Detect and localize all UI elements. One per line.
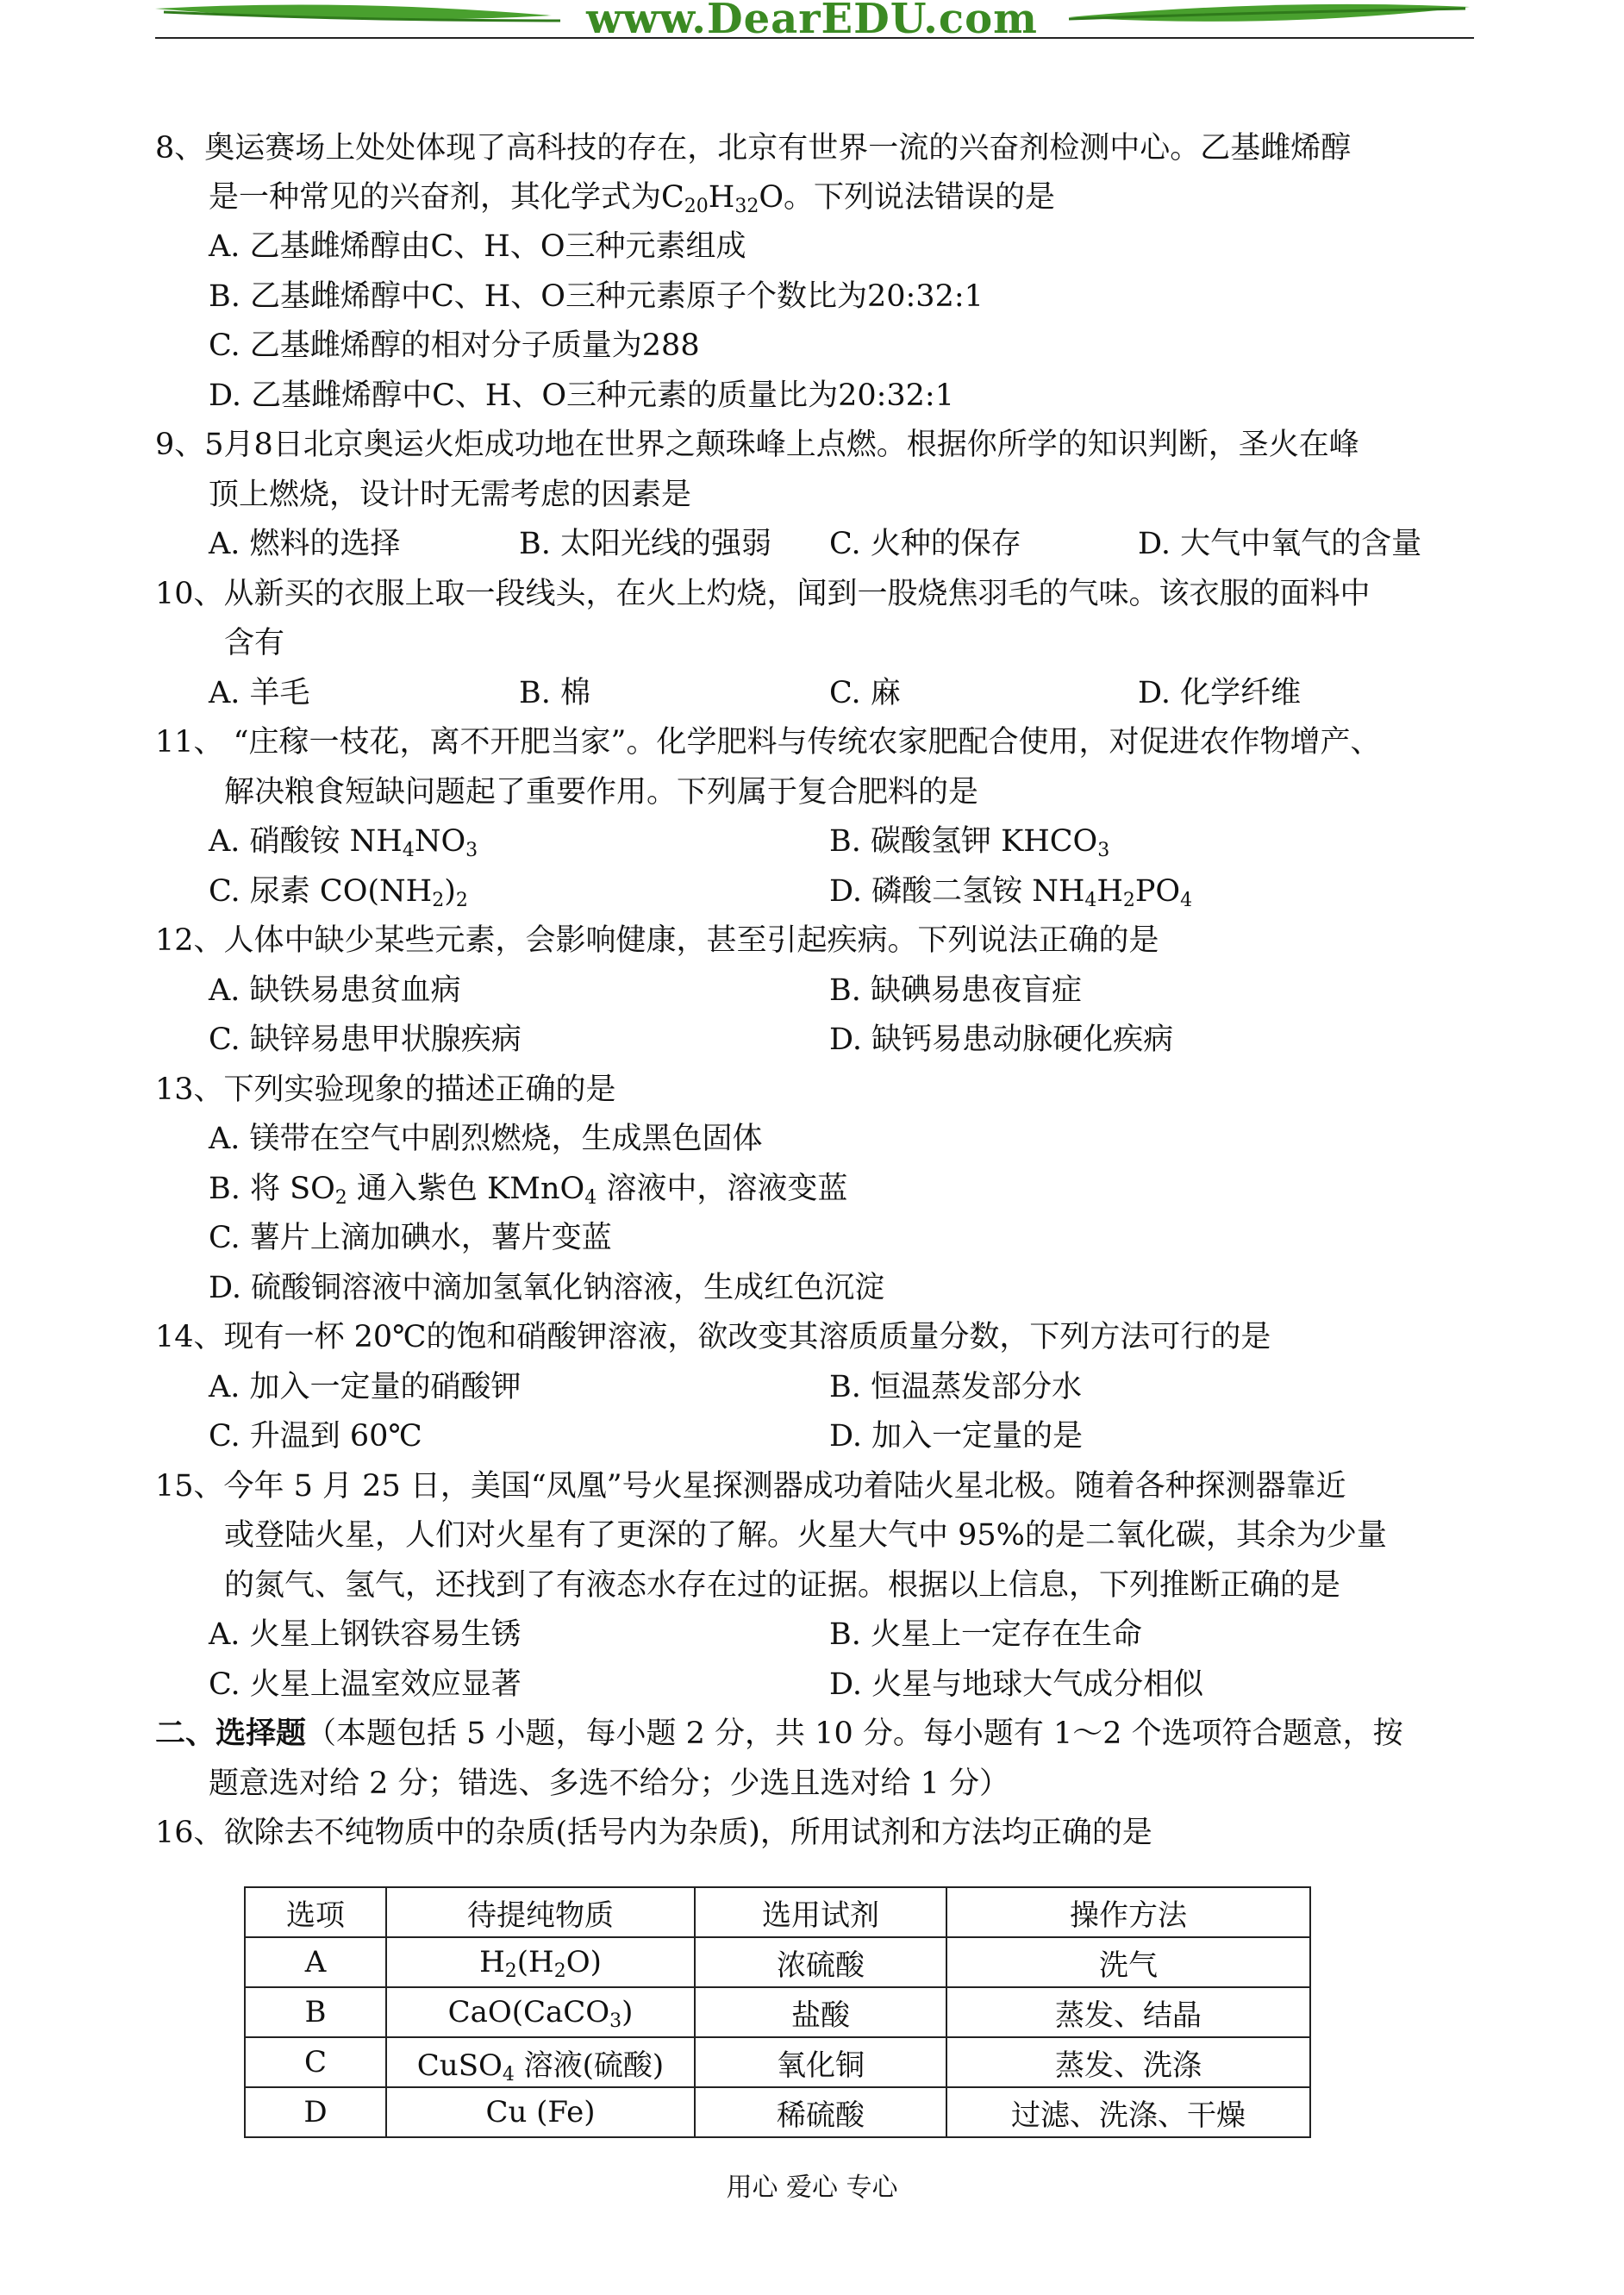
q10-option-d: D. 化学纤维 (1138, 676, 1302, 710)
q11-option-a: A. 硝酸铵 $NH_4NO_3$ (209, 824, 478, 861)
table-header-cell: 选项 (245, 1887, 386, 1937)
q8-option-a: A. 乙基雌烯醇由C、H、O三种元素组成 (209, 229, 746, 264)
q12-options-row2 (209, 1019, 1484, 1060)
q10-option-a: A. 羊毛 (209, 676, 310, 710)
q14-option-b: B. 恒温蒸发部分水 (829, 1370, 1082, 1404)
q12-option-a: A. 缺铁易患贫血病 (209, 973, 461, 1008)
q10-option-b: B. 棉 (519, 676, 590, 710)
table-header-cell: 选用试剂 (695, 1887, 946, 1937)
q8-option-d: D. 乙基雌烯醇中C、H、O三种元素的质量比为20:32:1 (209, 378, 954, 413)
reagent-cell: 稀硫酸 (695, 2087, 946, 2137)
q11-option-c: C. 尿素 $CO(NH_2)_2$ (209, 874, 468, 911)
q12-option-d: D. 缺钙易患动脉硬化疾病 (829, 1022, 1174, 1057)
q12-options-row1 (209, 970, 1484, 1011)
q11-options-row1 (209, 821, 1484, 862)
q9-option-b: B. 太阳光线的强弱 (519, 527, 771, 561)
q12-option-b: B. 缺碘易患夜盲症 (829, 973, 1082, 1008)
substance-cell: CuSO$_4$ 溶液(硫酸) (386, 2037, 695, 2087)
page-footer: 用心 爱心 专心 (726, 2173, 898, 2203)
q8-stem-line1: 8、奥运赛场上处处体现了高科技的存在，北京有世界一流的兴奋剂检测中心。乙基雌烯醇 (155, 131, 1352, 166)
site-logo-text: www.DearEDU.com (586, 0, 1038, 43)
q9-stem-line1: 9、5月8日北京奥运火炬成功地在世界之颠珠峰上点燃。根据你所学的知识判断，圣火在峰 (155, 428, 1359, 462)
q10-stem-line2: 含有 (224, 626, 285, 660)
q13-option-b: B. 将 $SO_2$ 通入紫色 KMnO$_4$ 溶液中，溶液变蓝 (209, 1172, 848, 1209)
table-row (245, 2037, 1310, 2087)
q13-option-d: D. 硫酸铜溶液中滴加氢氧化钠溶液，生成红色沉淀 (209, 1271, 885, 1305)
section2-title: 二、选择题 (155, 1716, 307, 1751)
q16-table (244, 1886, 1311, 2138)
q15-stem-line2: 或登陆火星，人们对火星有了更深的了解。火星大气中 95%的是二氧化碳，其余为少量 (224, 1518, 1387, 1553)
q15-stem-line1: 15、今年 5 月 25 日，美国“凤凰”号火星探测器成功着陆火星北极。随着各种探测器靠近 (155, 1469, 1346, 1504)
q15-option-d: D. 火星与地球大气成分相似 (829, 1667, 1204, 1702)
q9-option-a: A. 燃料的选择 (209, 527, 401, 561)
reagent-cell: 氧化铜 (695, 2037, 946, 2087)
q15-option-c: C. 火星上温室效应显著 (209, 1667, 522, 1702)
q8-stem-line2: 是一种常见的兴奋剂，其化学式为$C_{20}H_{32}O$。下列说法错误的是 (209, 180, 1056, 217)
substance-cell: $H_2(H_2O)$ (386, 1937, 695, 1987)
q15-options-row2 (209, 1664, 1484, 1705)
q16-stem: 16、欲除去不纯物质中的杂质(括号内为杂质)，所用试剂和方法均正确的是 (155, 1816, 1152, 1850)
section2-desc-line1: （本题包括 5 小题，每小题 2 分，共 10 分。每小题有 1～2 个选项符合题意，按 (306, 1717, 1403, 1751)
option-cell: D (245, 2087, 386, 2137)
q11-stem-line1: 11、 “庄稼一枝花，离不开肥当家”。化学肥料与传统农家肥配合使用，对促进农作物增产、 (155, 725, 1381, 760)
q14-option-d: D. 加入一定量的是 (829, 1419, 1084, 1454)
option-cell: C (245, 2037, 386, 2087)
q9-stem-line2: 顶上燃烧，设计时无需考虑的因素是 (209, 478, 692, 512)
q11-option-b: B. 碳酸氢钾 $KHCO_3$ (829, 824, 1110, 861)
q14-stem: 14、现有一杯 20℃的饱和硝酸钾溶液，欲改变其溶质质量分数，下列方法可行的是 (155, 1320, 1271, 1354)
q14-options-row1 (209, 1366, 1484, 1408)
q8-option-c: C. 乙基雌烯醇的相对分子质量为288 (209, 328, 700, 363)
method-cell: 过滤、洗涤、干燥 (946, 2087, 1310, 2137)
q10-option-c: C. 麻 (829, 676, 901, 710)
option-cell: A (245, 1937, 386, 1987)
q9-option-c: C. 火种的保存 (829, 527, 1021, 561)
q14-option-a: A. 加入一定量的硝酸钾 (209, 1370, 522, 1404)
q12-stem: 12、人体中缺少某些元素，会影响健康，甚至引起疾病。下列说法正确的是 (155, 923, 1159, 958)
page-header (0, 0, 1624, 52)
method-cell: 洗气 (946, 1937, 1310, 1987)
section2-heading (155, 1713, 1403, 1754)
q13-option-a: A. 镁带在空气中剧烈燃烧，生成黑色固体 (209, 1122, 763, 1156)
q15-stem-line3: 的氮气、氢气，还找到了有液态水存在过的证据。根据以上信息，下列推断正确的是 (224, 1568, 1341, 1603)
q15-option-b: B. 火星上一定存在生命 (829, 1617, 1142, 1652)
q10-options (209, 672, 1484, 714)
table-row (245, 1987, 1310, 2037)
q9-options (209, 523, 1484, 565)
reagent-cell: 浓硫酸 (695, 1937, 946, 1987)
q11-options-row2 (209, 871, 1484, 912)
q12-option-c: C. 缺锌易患甲状腺疾病 (209, 1022, 522, 1057)
table-row (245, 2087, 1310, 2137)
method-cell: 蒸发、洗涤 (946, 2037, 1310, 2087)
option-cell: B (245, 1987, 386, 2037)
reagent-cell: 盐酸 (695, 1987, 946, 2037)
q13-option-c: C. 薯片上滴加碘水，薯片变蓝 (209, 1221, 612, 1255)
q14-options-row2 (209, 1416, 1484, 1457)
substance-cell: Cu (Fe) (386, 2087, 695, 2137)
table-header-cell: 操作方法 (946, 1887, 1310, 1937)
q9-option-d: D. 大气中氧气的含量 (1138, 527, 1422, 561)
table-header-row (245, 1887, 1310, 1937)
method-cell: 蒸发、结晶 (946, 1987, 1310, 2037)
q8-option-b: B. 乙基雌烯醇中C、H、O三种元素原子个数比为20:32:1 (209, 279, 984, 314)
q14-option-c: C. 升温到 60℃ (209, 1419, 422, 1454)
q15-option-a: A. 火星上钢铁容易生锈 (209, 1617, 522, 1652)
q11-stem-line2: 解决粮食短缺问题起了重要作用。下列属于复合肥料的是 (224, 775, 979, 810)
table-header-cell: 待提纯物质 (386, 1887, 695, 1937)
substance-cell: CaO(CaCO$_3$) (386, 1987, 695, 2037)
q15-options-row1 (209, 1614, 1484, 1655)
q11-option-d: D. 磷酸二氢铵 $NH_4H_2PO_4$ (829, 874, 1193, 911)
q13-stem: 13、下列实验现象的描述正确的是 (155, 1072, 616, 1107)
q10-stem-line1: 10、从新买的衣服上取一段线头，在火上灼烧，闻到一股烧焦羽毛的气味。该衣服的面料中 (155, 577, 1371, 611)
section2-desc-line2: 题意选对给 2 分；错选、多选不给分；少选且选对给 1 分） (209, 1767, 1010, 1801)
table-row (245, 1937, 1310, 1987)
